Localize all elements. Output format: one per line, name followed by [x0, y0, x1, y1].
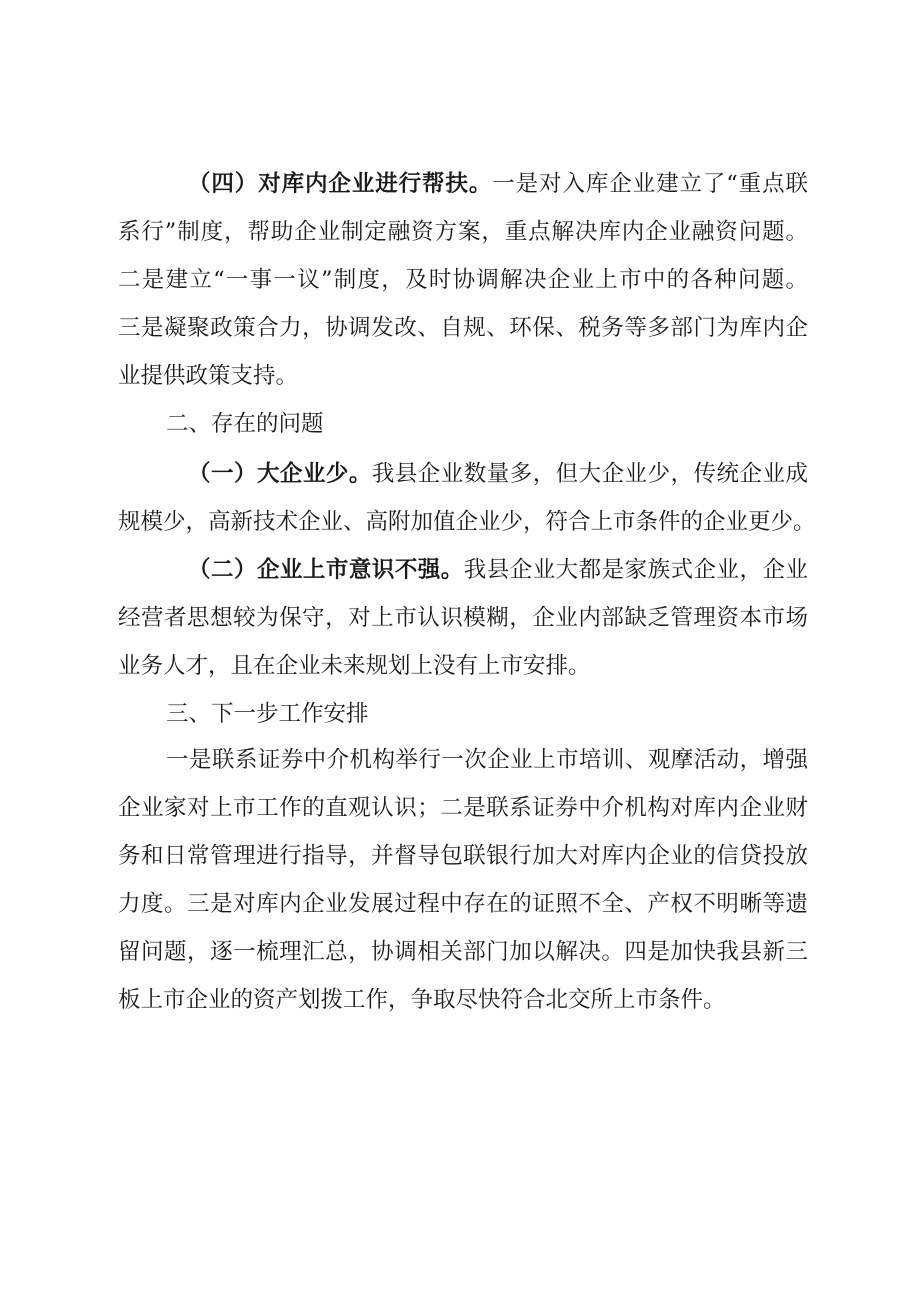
- problem-1-line-1-text: 我县企业数量多，但大企业少，传统企业成: [371, 461, 808, 487]
- next-steps-line-2: 企业家对上市工作的直观认识；二是联系证券中介机构对库内企业财: [118, 795, 808, 821]
- next-steps-line-1: 一是联系证券中介机构举行一次企业上市培训、观摩活动，增强: [166, 747, 808, 773]
- problem-2-line-1-text: 我县企业大都是家族式企业，企业: [463, 557, 808, 583]
- paragraph-problem-2-line-3: 业务人才，且在企业未来规划上没有上市安排。: [118, 653, 591, 679]
- paragraph-4-bold-lead: （四）对库内企业进行帮扶。: [188, 171, 493, 197]
- next-steps-line-4: 力度。三是对库内企业发展过程中存在的证照不全、产权不明晰等遗: [118, 891, 808, 917]
- problem-1-bold-lead: （一）大企业少。: [188, 461, 372, 487]
- problem-2-bold-lead: （二）企业上市意识不强。: [188, 557, 464, 583]
- paragraph-problem-1-line-1: [188, 450, 808, 498]
- paragraph-problem-2-line-1: [188, 546, 808, 594]
- paragraph-problem-1-line-2: 规模少，高新技术企业、高附加值企业少，符合上市条件的企业更少。: [118, 509, 816, 535]
- section-heading-problems: 二、存在的问题: [166, 411, 324, 437]
- paragraph-4-line-1: [188, 160, 808, 208]
- next-steps-line-5: 留问题，逐一梳理汇总，协调相关部门加以解决。四是加快我县新三: [118, 939, 808, 965]
- next-steps-line-3: 务和日常管理进行指导，并督导包联银行加大对库内企业的信贷投放: [118, 843, 808, 869]
- next-steps-line-6: 板上市企业的资产划拨工作，争取尽快符合北交所上市条件。: [118, 987, 726, 1013]
- paragraph-4-line-4: 三是凝聚政策合力，协调发改、自规、环保、税务等多部门为库内企: [118, 315, 808, 341]
- paragraph-4-line-2: 系行”制度，帮助企业制定融资方案，重点解决库内企业融资问题。: [118, 219, 808, 245]
- paragraph-4-line-3: 二是建立“一事一议”制度，及时协调解决企业上市中的各种问题。: [118, 267, 808, 293]
- section-heading-next-steps: 三、下一步工作安排: [166, 701, 369, 727]
- paragraph-4-line-5: 业提供政策支持。: [118, 363, 299, 389]
- paragraph-4-line-1-text: 一是对入库企业建立了“重点联: [492, 171, 808, 197]
- paragraph-problem-2-line-2: 经营者思想较为保守，对上市认识模糊，企业内部缺乏管理资本市场: [118, 605, 808, 631]
